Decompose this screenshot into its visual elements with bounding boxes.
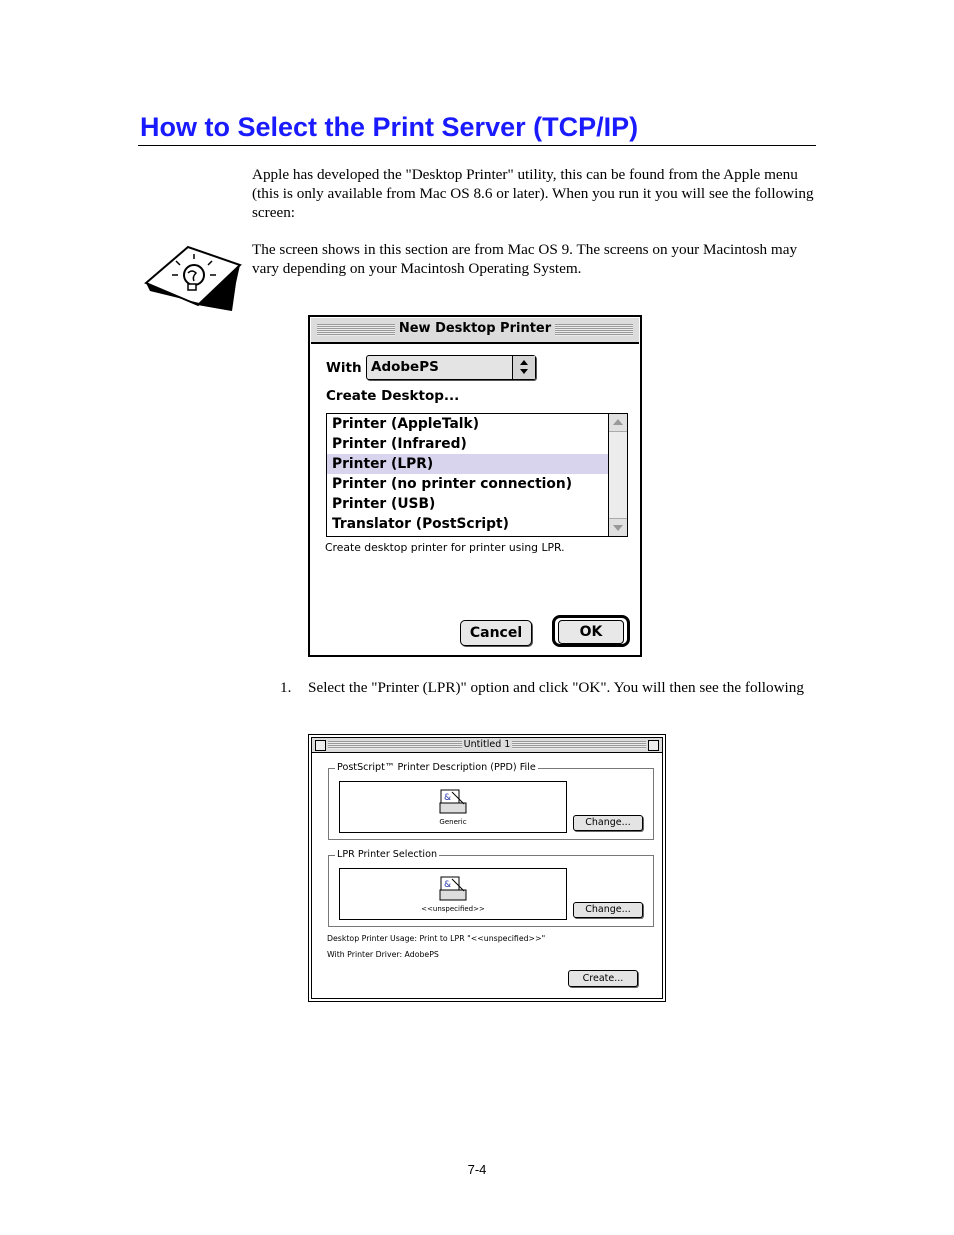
lpr-selection-group xyxy=(328,849,654,927)
svg-text:&: & xyxy=(444,793,452,803)
lpr-printer-icon xyxy=(438,875,468,903)
intro-paragraph: Apple has developed the "Desktop Printer" utility, this can be found from the Apple menu (this is only available from Mac OS 8.6 or later). When you run it you will see the following screen: xyxy=(252,166,814,221)
ppd-preview-box xyxy=(339,781,567,833)
new-desktop-printer-dialog xyxy=(308,315,642,657)
lightbulb-note-icon xyxy=(142,243,242,315)
popup-arrows-icon xyxy=(512,356,535,379)
list-item[interactable]: Printer (AppleTalk) xyxy=(332,416,480,432)
scroll-up-arrow-icon[interactable] xyxy=(609,414,627,432)
svg-text:&: & xyxy=(444,880,452,890)
list-item-selected[interactable]: Printer (LPR) xyxy=(327,454,608,474)
with-popup-menu[interactable] xyxy=(366,355,536,380)
dialog-title: New Desktop Printer xyxy=(395,321,555,336)
ok-default-ring xyxy=(552,615,630,647)
list-item[interactable]: Printer (Infrared) xyxy=(332,436,467,452)
printer-type-list[interactable] xyxy=(326,413,628,537)
step-number: 1. xyxy=(280,679,292,696)
lpr-group-label: LPR Printer Selection xyxy=(337,849,438,860)
window-title: Untitled 1 xyxy=(463,739,511,750)
page-number: 7-4 xyxy=(467,1162,487,1177)
with-label: With xyxy=(326,360,362,376)
selection-description: Create desktop printer for printer using LPR. xyxy=(325,541,565,554)
step-text: Select the "Printer (LPR)" option and click "OK". You will then see the following xyxy=(308,679,804,696)
scroll-down-arrow-icon[interactable] xyxy=(609,518,627,536)
ok-button[interactable]: OK xyxy=(558,620,624,644)
create-button[interactable]: Create... xyxy=(568,970,638,987)
ppd-group-label: PostScript™ Printer Description (PPD) File xyxy=(337,762,536,773)
ppd-file-group xyxy=(328,762,654,840)
lpr-change-button[interactable]: Change... xyxy=(573,902,643,918)
ppd-value: Generic xyxy=(439,818,467,826)
desktop-printer-window xyxy=(308,734,666,1002)
note-paragraph: The screen shows in this section are from Mac OS 9. The screens on your Macintosh may vary depending on your Macintosh Operating System. xyxy=(252,241,798,277)
ppd-change-button[interactable]: Change... xyxy=(573,815,643,831)
with-popup-value: AdobePS xyxy=(371,359,439,375)
window-titlebar[interactable] xyxy=(312,738,662,753)
printer-usage-text: Desktop Printer Usage: Print to LPR "<<unspecified>>" xyxy=(327,934,546,943)
lpr-preview-box xyxy=(339,868,567,920)
zoom-box-icon[interactable] xyxy=(648,740,659,751)
heading-rule xyxy=(138,145,816,146)
list-item[interactable]: Printer (USB) xyxy=(332,496,436,512)
page-heading: How to Select the Print Server (TCP/IP) xyxy=(140,112,639,142)
list-scrollbar[interactable] xyxy=(608,414,627,536)
ppd-document-icon xyxy=(438,788,468,816)
create-desktop-label: Create Desktop... xyxy=(326,388,460,404)
list-item[interactable]: Printer (no printer connection) xyxy=(332,476,572,492)
list-item[interactable]: Translator (PostScript) xyxy=(332,516,509,532)
printer-driver-text: With Printer Driver: AdobePS xyxy=(327,950,439,959)
cancel-button[interactable]: Cancel xyxy=(460,620,532,646)
lpr-value: <<unspecified>> xyxy=(421,905,485,913)
dialog-titlebar[interactable] xyxy=(311,318,639,344)
